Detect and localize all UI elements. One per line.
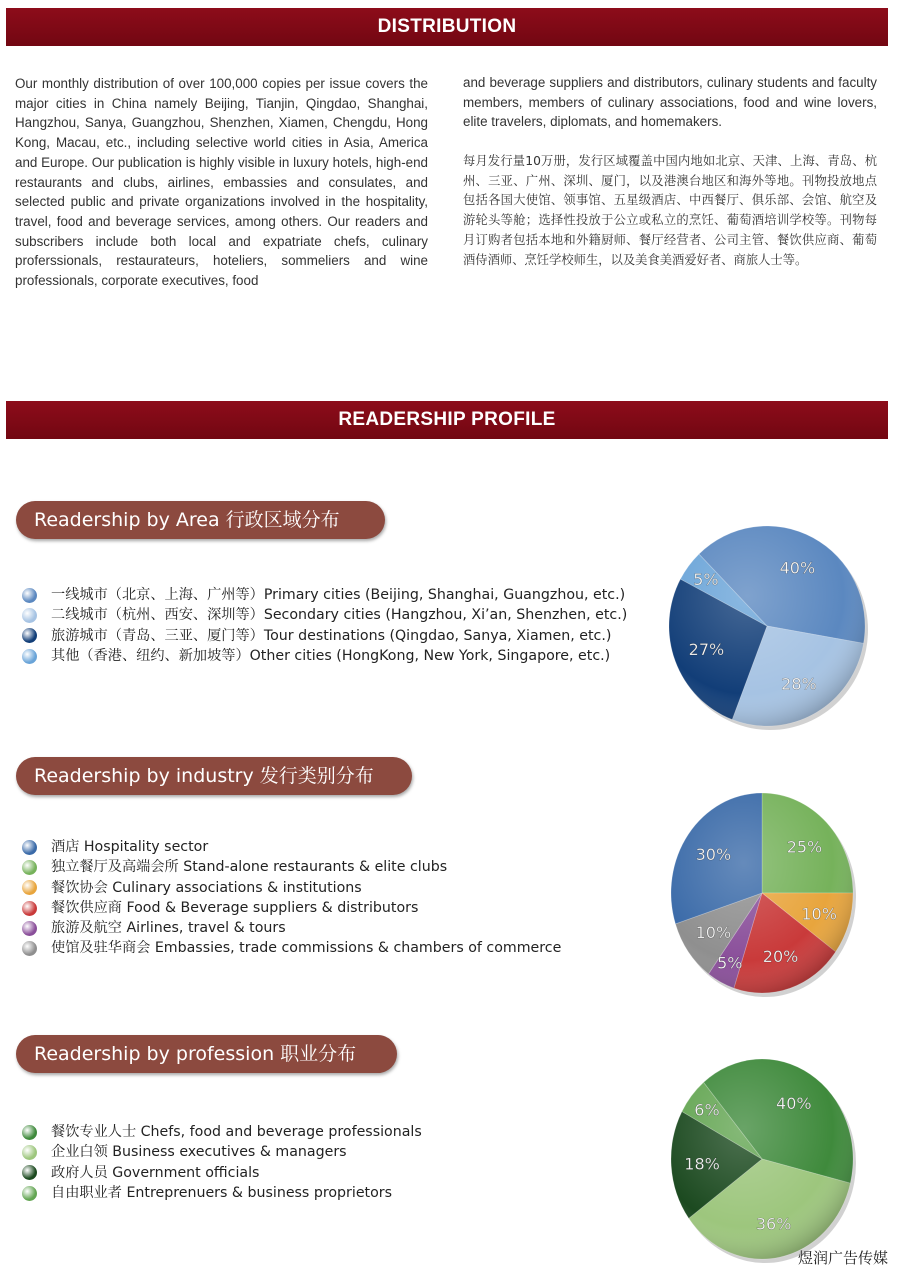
legend-bullet-icon [22, 1186, 37, 1201]
pie-data-label: 36% [755, 1214, 792, 1234]
legend-bullet-icon [22, 649, 37, 664]
distribution-text-right-chinese: 每月发行量10万册，发行区域覆盖中国内地如北京、天津、上海、青岛、杭州、三亚、广州、深圳、厦门，以及港澳台地区和海外等地。刊物投放地点包括各国大使馆、领事馆、五星级酒店、中西餐厅、俱乐部、会馆、航空及游轮头等舱；选择性投放于公立或私立的烹饪、葡萄酒培训学校等。刊物每月订购者包括本地和外籍厨师、餐厅经营者、公司主管、餐饮供应商、葡萄酒侍酒师、烹饪学校师生，以及美食美酒爱好者、商旅人士等。 [463, 154, 877, 267]
profession-pie-chart [662, 1053, 872, 1265]
legend-label: 自由职业者 Entreprenuers & business proprietors [51, 1184, 393, 1201]
legend-label: 酒店 Hospitality sector [51, 839, 209, 855]
watermark-text: 煜润广告传媒 [798, 1249, 889, 1267]
pie-data-label: 30% [695, 845, 732, 865]
pie-data-label: 25% [786, 837, 823, 857]
legend-label: 独立餐厅及高端会所 Stand-alone restaurants & elite clubs [51, 859, 448, 876]
legend-label: 使馆及驻华商会 Embassies, trade commissions & chambers of commerce [51, 940, 562, 957]
legend-item [22, 1142, 422, 1162]
legend-label: 餐饮供应商 Food & Beverage suppliers & distributors [51, 899, 419, 916]
legend-item [22, 878, 561, 898]
legend-bullet-icon [22, 941, 37, 956]
legend-item [22, 605, 627, 625]
legend-item [22, 938, 561, 958]
legend-item [22, 1183, 422, 1203]
legend-item [22, 837, 561, 857]
legend-item [22, 1122, 422, 1142]
area-legend [22, 585, 627, 666]
legend-label: 政府人员 Government officials [51, 1164, 260, 1181]
industry-legend [22, 837, 561, 959]
pie-data-label: 5% [717, 953, 743, 973]
pie-data-label: 28% [781, 674, 817, 694]
distribution-text-left: Our monthly distribution of over 100,000 copies per issue covers the major cities in China namely Beijing, Tianjin, Qingdao, Shanghai, Hangzhou, Sanya, Guangzhou, Shenzhen, Xiamen, Chengdu, Hong Kong, Macau, etc., including selective world cities in Asia, America and Europe. Our publication is highly visible in luxury hotels, high-end restaurants and clubs, airlines, embassies and consulates, and selected public and private organizations involved in the hospitality, travel, food and beverage services, among others. Our readers and subscribers include both local and expatriate chefs, culinary proferssionals, restaurateurs, hoteliers, sommeliers and wine professionals, corporate executives, food [15, 76, 428, 289]
legend-bullet-icon [22, 588, 37, 603]
legend-label: 其他（香港、纽约、新加坡等）Other cities (HongKong, New York, Singapore, etc.) [51, 647, 611, 664]
legend-label: 二线城市（杭州、西安、深圳等）Secondary cities (Hangzhou, Xi’an, Shenzhen, etc.) [51, 607, 628, 624]
legend-label: 企业白领 Business executives & managers [51, 1144, 347, 1161]
pie-data-label: 20% [762, 946, 799, 966]
profession-legend [22, 1122, 422, 1203]
pie-data-label: 40% [779, 558, 816, 578]
pie-data-label: 40% [776, 1094, 812, 1114]
legend-label: 旅游及航空 Airlines, travel & tours [51, 920, 286, 937]
profession-section-title: Readership by profession 职业分布 [16, 1035, 397, 1073]
legend-bullet-icon [22, 1165, 37, 1180]
readership-profile-banner: READERSHIP PROFILE [6, 401, 888, 439]
area-section-title: Readership by Area 行政区域分布 [16, 501, 385, 539]
pie-data-label: 6% [694, 1100, 720, 1120]
legend-bullet-icon [22, 880, 37, 895]
pie-data-label: 10% [695, 922, 732, 942]
legend-label: 旅游城市（青岛、三亚、厦门等）Tour destinations (Qingdao, Sanya, Xiamen, etc.) [51, 627, 612, 644]
distribution-banner: DISTRIBUTION [6, 8, 888, 46]
legend-bullet-icon [22, 860, 37, 875]
pie-data-label: 18% [684, 1154, 720, 1174]
legend-label: 餐饮协会 Culinary associations & institutions [51, 879, 362, 896]
legend-bullet-icon [22, 1125, 37, 1140]
legend-label: 一线城市（北京、上海、广州等）Primary cities (Beijing, Shanghai, Guangzhou, etc.) [51, 587, 626, 603]
legend-bullet-icon [22, 628, 37, 643]
legend-bullet-icon [22, 1145, 37, 1160]
legend-item [22, 646, 627, 666]
pie-data-label: 5% [693, 570, 719, 590]
pie-data-label: 10% [801, 904, 837, 924]
industry-pie-chart [662, 787, 872, 999]
pie-shading [669, 526, 865, 726]
legend-item [22, 626, 627, 646]
legend-item [22, 1163, 422, 1183]
distribution-text-right-english: and beverage suppliers and distributors, culinary students and faculty members, members of culinary associations, food and wine lovers, elite travelers, diplomats, and homemakers. [463, 75, 877, 130]
legend-bullet-icon [22, 921, 37, 936]
legend-label: 餐饮专业人士 Chefs, food and beverage professionals [51, 1124, 422, 1140]
pie-data-label: 27% [688, 640, 725, 660]
legend-item [22, 585, 627, 605]
legend-bullet-icon [22, 608, 37, 623]
legend-bullet-icon [22, 840, 37, 855]
legend-item [22, 857, 561, 877]
legend-item [22, 918, 561, 938]
legend-bullet-icon [22, 901, 37, 916]
industry-section-title: Readership by industry 发行类别分布 [16, 757, 412, 795]
legend-item [22, 898, 561, 918]
area-pie-chart [662, 520, 872, 732]
